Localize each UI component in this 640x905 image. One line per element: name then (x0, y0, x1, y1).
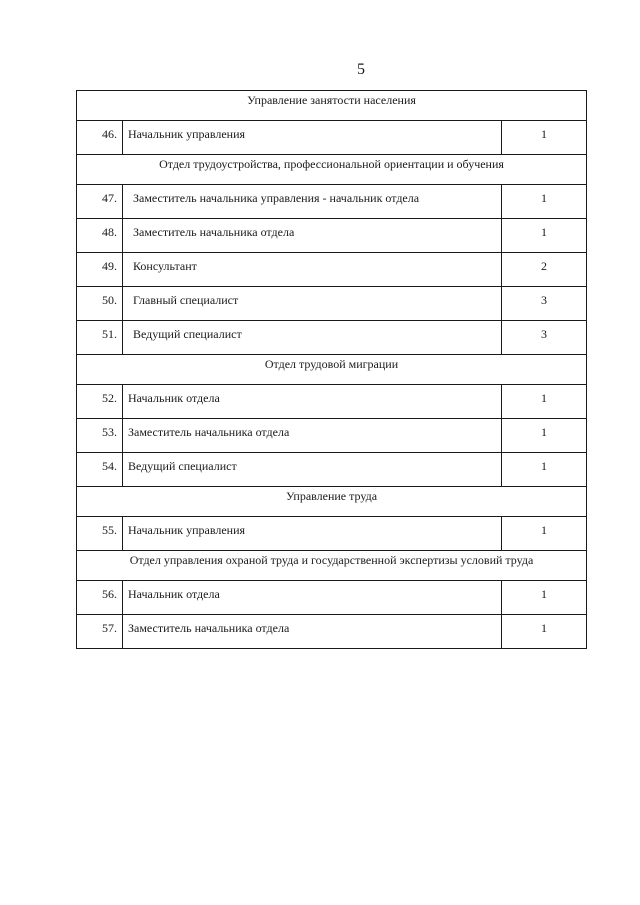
position-title: Начальник управления (123, 121, 502, 155)
row-number: 46. (77, 121, 123, 155)
staff-table-body (77, 91, 587, 649)
position-title: Главный специалист (123, 287, 502, 321)
table-row (77, 517, 587, 551)
page-number: 5 (357, 61, 365, 78)
table-row (77, 581, 587, 615)
row-number: 51. (77, 321, 123, 355)
table-row (77, 121, 587, 155)
position-title: Начальник отдела (123, 581, 502, 615)
table-row (77, 453, 587, 487)
staff-count: 3 (502, 321, 587, 355)
table-row (77, 287, 587, 321)
staff-count: 1 (502, 581, 587, 615)
row-number: 55. (77, 517, 123, 551)
section-row (77, 551, 587, 581)
section-title: Отдел управления охраной труда и государственной экспертизы условий труда (77, 551, 587, 581)
staff-count: 1 (502, 121, 587, 155)
row-number: 52. (77, 385, 123, 419)
staff-count: 2 (502, 253, 587, 287)
staff-count: 1 (502, 185, 587, 219)
staff-count: 1 (502, 453, 587, 487)
table-row (77, 615, 587, 649)
row-number: 49. (77, 253, 123, 287)
staff-count: 3 (502, 287, 587, 321)
row-number: 54. (77, 453, 123, 487)
staff-count: 1 (502, 517, 587, 551)
position-title: Заместитель начальника отдела (123, 219, 502, 253)
table-row (77, 385, 587, 419)
staff-count: 1 (502, 385, 587, 419)
table-row (77, 253, 587, 287)
section-row (77, 487, 587, 517)
position-title: Ведущий специалист (123, 321, 502, 355)
table-row (77, 219, 587, 253)
position-title: Ведущий специалист (123, 453, 502, 487)
staff-count: 1 (502, 419, 587, 453)
table-row (77, 185, 587, 219)
row-number: 56. (77, 581, 123, 615)
section-title: Отдел трудоустройства, профессиональной ориентации и обучения (77, 155, 587, 185)
section-title: Управление труда (77, 487, 587, 517)
row-number: 57. (77, 615, 123, 649)
position-title: Начальник управления (123, 517, 502, 551)
table-row (77, 419, 587, 453)
position-title: Заместитель начальника управления - начальник отдела (123, 185, 502, 219)
section-title: Управление занятости населения (77, 91, 587, 121)
section-row (77, 155, 587, 185)
position-title: Консультант (123, 253, 502, 287)
table-row (77, 321, 587, 355)
position-title: Начальник отдела (123, 385, 502, 419)
section-title: Отдел трудовой миграции (77, 355, 587, 385)
position-title: Заместитель начальника отдела (123, 615, 502, 649)
row-number: 53. (77, 419, 123, 453)
row-number: 48. (77, 219, 123, 253)
section-row (77, 91, 587, 121)
staff-count: 1 (502, 615, 587, 649)
row-number: 47. (77, 185, 123, 219)
row-number: 50. (77, 287, 123, 321)
position-title: Заместитель начальника отдела (123, 419, 502, 453)
staff-count: 1 (502, 219, 587, 253)
staff-table (76, 90, 587, 649)
section-row (77, 355, 587, 385)
